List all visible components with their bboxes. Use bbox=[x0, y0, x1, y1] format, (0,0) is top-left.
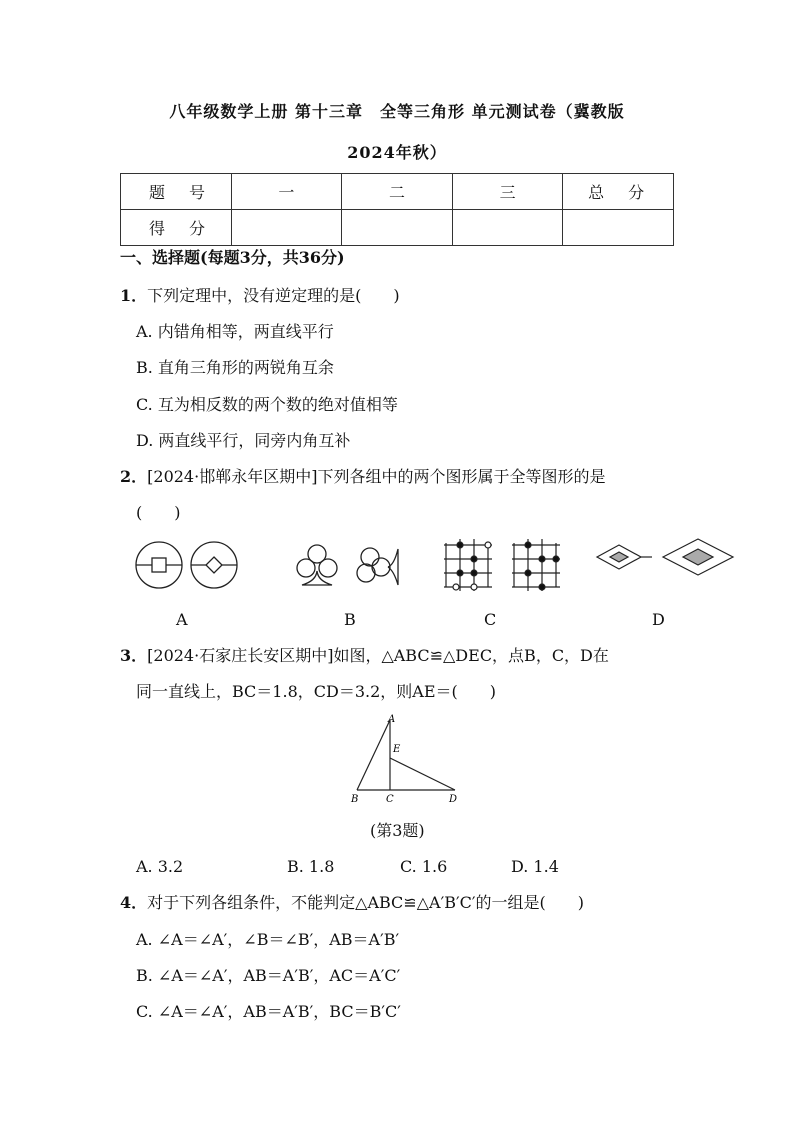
question-source: [2024·石家庄长安区期中] bbox=[147, 646, 334, 665]
option-1b[interactable]: B. 直角三角形的两锐角互余 bbox=[136, 358, 334, 377]
question-stem: 对于下列各组条件，不能判定△ABC≌△A′B′C′的一组是( ) bbox=[147, 893, 584, 912]
score-blank-1[interactable] bbox=[231, 210, 342, 246]
figure-c-grids bbox=[444, 539, 560, 591]
q2-figures bbox=[130, 535, 750, 595]
score-cell-part1: 一 bbox=[231, 174, 342, 210]
option-1a[interactable]: A. 内错角相等，两直线平行 bbox=[136, 322, 334, 341]
figure-label-a[interactable]: A bbox=[176, 610, 188, 629]
question-3-line2: 同一直线上，BC＝1.8，CD＝3.2，则AE＝( ) bbox=[136, 682, 496, 701]
question-1 bbox=[120, 286, 400, 306]
question-number: 3． bbox=[120, 646, 148, 665]
option-3b[interactable]: B. 1.8 bbox=[287, 857, 335, 876]
score-cell-part3: 三 bbox=[452, 174, 563, 210]
answer-paren: ( ) bbox=[136, 503, 181, 522]
figure-b-clubs bbox=[297, 545, 398, 585]
q3-triangle-figure bbox=[345, 712, 465, 807]
score-blank-2[interactable] bbox=[342, 210, 453, 246]
figure-label-b[interactable]: B bbox=[344, 610, 356, 629]
point-c-label: C bbox=[386, 794, 394, 805]
question-source: [2024·邯郸永年区期中] bbox=[147, 467, 318, 486]
question-2 bbox=[120, 467, 605, 487]
score-blank-total[interactable] bbox=[563, 210, 674, 246]
figure-label-c[interactable]: C bbox=[484, 610, 497, 629]
page-title-year: 2024年秋） bbox=[347, 143, 447, 162]
option-4a[interactable]: A. ∠A＝∠A′，∠B＝∠B′，AB＝A′B′ bbox=[136, 930, 400, 949]
question-3 bbox=[120, 646, 609, 666]
score-cell-label: 题 号 bbox=[121, 174, 232, 210]
question-stem: 如图，△ABC≌△DEC，点B，C，D在 bbox=[333, 646, 609, 665]
question-stem: 下列各组中的两个图形属于全等图形的是 bbox=[317, 467, 606, 486]
score-table-score-row bbox=[121, 210, 674, 246]
option-3d[interactable]: D. 1.4 bbox=[511, 857, 559, 876]
section-heading-text: 一、选择题(每题3分，共36分) bbox=[120, 248, 345, 267]
option-3a[interactable]: A. 3.2 bbox=[136, 857, 184, 876]
score-table-header-row bbox=[121, 174, 674, 210]
figure-a-coins bbox=[136, 542, 237, 588]
figure-d-diamonds bbox=[597, 539, 733, 575]
point-b-label: B bbox=[351, 794, 359, 805]
option-4b[interactable]: B. ∠A＝∠A′，AB＝A′B′，AC＝A′C′ bbox=[136, 966, 401, 985]
figure-caption: (第3题) bbox=[370, 821, 425, 840]
score-row-label: 得 分 bbox=[121, 210, 232, 246]
option-3c[interactable]: C. 1.6 bbox=[400, 857, 448, 876]
point-d-label: D bbox=[449, 794, 458, 805]
question-stem: 下列定理中，没有逆定理的是( ) bbox=[147, 286, 400, 305]
question-number: 1． bbox=[120, 286, 148, 305]
point-a-label: A bbox=[388, 714, 396, 725]
score-blank-3[interactable] bbox=[452, 210, 563, 246]
point-e-label: E bbox=[393, 744, 401, 755]
option-1c[interactable]: C. 互为相反数的两个数的绝对值相等 bbox=[136, 395, 398, 414]
section-heading bbox=[120, 248, 345, 268]
score-cell-total: 总 分 bbox=[563, 174, 674, 210]
page-title: 八年级数学上册 第十三章 全等三角形 单元测试卷（冀教版 bbox=[169, 102, 625, 121]
question-number: 2． bbox=[120, 467, 148, 486]
question-4 bbox=[120, 893, 584, 913]
figure-label-d[interactable]: D bbox=[652, 610, 665, 629]
option-1d[interactable]: D. 两直线平行，同旁内角互补 bbox=[136, 431, 351, 450]
option-4c[interactable]: C. ∠A＝∠A′，AB＝A′B′，BC＝B′C′ bbox=[136, 1002, 401, 1021]
score-cell-part2: 二 bbox=[342, 174, 453, 210]
score-table bbox=[120, 173, 674, 246]
question-number: 4． bbox=[120, 893, 148, 912]
